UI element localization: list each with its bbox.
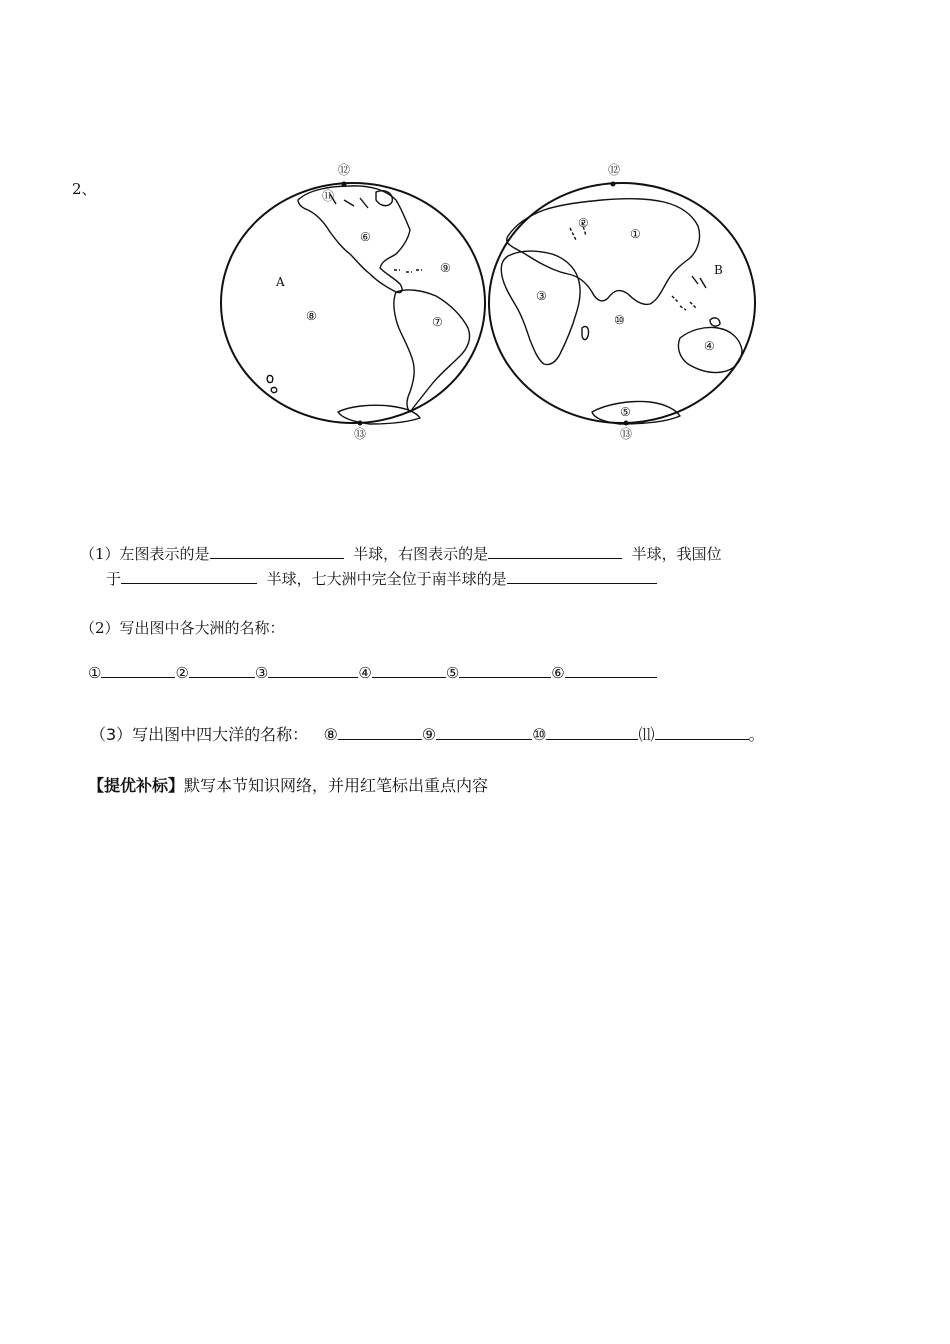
q3-blank-11[interactable] — [655, 725, 749, 740]
improvement-text: 默写本节知识网络，并用红笔标出重点内容 — [184, 776, 489, 795]
q3-blank-8[interactable] — [338, 725, 422, 740]
q3-item-8: ⑧ — [323, 725, 338, 744]
question-1-line-1 — [80, 543, 722, 564]
q3-item-11: ⑾ — [638, 725, 655, 744]
improvement-heading: 【提优补标】 — [88, 776, 185, 795]
africa-outline — [501, 251, 580, 364]
label-2: ② — [578, 216, 589, 230]
question-3 — [90, 722, 765, 745]
label-12-right: ⑫ — [608, 163, 621, 177]
label-6: ⑥ — [360, 230, 371, 244]
q2-item-4: ④ — [358, 664, 372, 682]
north-america-outline — [298, 186, 410, 293]
question-2-answers — [88, 663, 657, 682]
q3-blank-9[interactable] — [436, 725, 532, 740]
label-4: ④ — [704, 339, 715, 353]
q2-blank-4[interactable] — [372, 663, 446, 678]
q2-blank-3[interactable] — [268, 663, 358, 678]
label-11: ⑪ — [322, 189, 335, 203]
hemispheres-map — [210, 160, 770, 445]
question-2-prompt: （2）写出图中各大洲的名称： — [80, 619, 285, 637]
q1-blank-left-hemisphere[interactable] — [210, 544, 344, 559]
question-number: 2、 — [72, 180, 97, 198]
label-9: ⑨ — [440, 261, 451, 275]
q1-blank-right-hemisphere[interactable] — [488, 544, 622, 559]
q2-item-5: ⑤ — [445, 664, 460, 682]
q2-item-6: ⑥ — [551, 664, 565, 682]
q3-prompt: （3）写出图中四大洋的名称： — [90, 725, 309, 744]
q3-item-10: ⑩ — [532, 725, 547, 744]
label-8: ⑧ — [306, 309, 317, 323]
q1-blank-southern-continent[interactable] — [507, 569, 657, 584]
label-12-left: ⑫ — [338, 163, 351, 177]
question-1-line-2 — [106, 568, 657, 589]
q2-blank-2[interactable] — [189, 663, 255, 678]
label-10: ⑩ — [614, 313, 625, 327]
label-13-right: ⑬ — [620, 427, 633, 441]
q1-text-c: 半球，我国位 — [631, 545, 722, 563]
label-7: ⑦ — [432, 315, 443, 329]
q3-item-9: ⑨ — [421, 725, 437, 744]
western-hemisphere-circle — [221, 183, 485, 423]
q1-text-e: 半球，七大洲中完全位于南半球的是 — [266, 570, 507, 588]
q2-blank-5[interactable] — [459, 663, 551, 678]
q2-item-1: ① — [88, 664, 102, 682]
antarctica-right-outline — [592, 401, 680, 424]
q2-blank-6[interactable] — [565, 663, 657, 678]
q2-item-2: ② — [175, 664, 189, 682]
south-america-outline — [394, 290, 470, 412]
q1-text-b: 半球，右图表示的是 — [353, 545, 489, 563]
eastern-hemisphere-circle — [489, 183, 755, 423]
label-5: ⑤ — [620, 405, 631, 419]
label-3: ③ — [536, 289, 547, 303]
label-B: B — [714, 263, 723, 277]
q1-text-a: （1）左图表示的是 — [80, 545, 210, 563]
q3-end: 。 — [748, 725, 765, 744]
label-A: A — [276, 275, 285, 289]
label-1: ① — [630, 227, 641, 241]
q2-item-3: ③ — [254, 664, 269, 682]
improvement-section — [88, 773, 488, 796]
q1-blank-china-hemisphere[interactable] — [121, 569, 257, 584]
label-13-left: ⑬ — [354, 427, 367, 441]
q1-text-d: 于 — [106, 570, 122, 588]
q2-blank-1[interactable] — [101, 663, 175, 678]
q3-blank-10[interactable] — [546, 725, 638, 740]
